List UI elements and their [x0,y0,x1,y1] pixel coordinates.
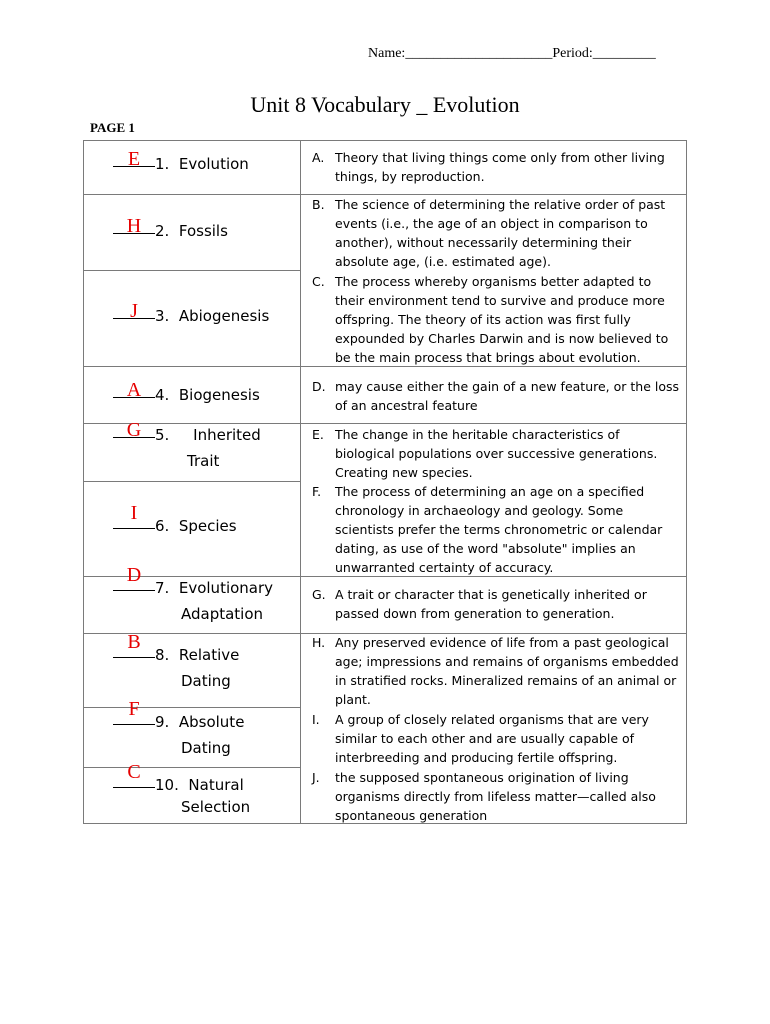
definition-item [312,195,682,271]
answer-letter: E [127,148,141,170]
answer-letter: F [128,698,140,720]
term-label: Relative [178,646,240,664]
row-divider [83,194,301,195]
definition-text: The science of determining the relative order of past events (i.e., the age of an object in comparison to another), without necessarily determining their absolute age, (i.e. estimated age). [335,197,666,269]
definition-item [312,633,682,709]
term-row [113,564,274,627]
definition-item [312,585,682,623]
definition-text: A group of closely related organisms that are very similar to each other and are usually capable of interbreeding and producing fertile offspring. [335,712,649,765]
answer-blank[interactable] [113,148,155,170]
answer-blank[interactable] [113,564,155,593]
definition-letter: E. [312,427,324,442]
page-label: PAGE 1 [90,120,135,135]
term-label: Abiogenesis [178,307,270,325]
definition-text: The process of determining an age on a specified chronology in archaeology and geology. Some scientists prefer the terms chronometric or calendar dating, as use of the word "absolute" implies an unwarranted certainty of accuracy. [335,484,663,575]
term-label-line2: Dating [181,672,231,690]
term-number: 7. [155,579,170,597]
answer-letter: A [126,379,142,401]
answer-letter: J [130,300,138,322]
answer-letter: C [127,761,141,783]
term-number: 5. [155,426,170,444]
term-row [113,300,270,329]
answer-blank[interactable] [113,698,155,727]
term-label: Evolutionary [178,579,274,597]
definition-item [312,768,682,825]
term-label-line2: Adaptation [181,605,264,623]
term-number: 9. [155,713,170,731]
answer-blank[interactable] [113,419,155,441]
term-number: 2. [155,222,170,240]
column-divider [300,140,301,824]
term-row [113,631,240,694]
term-number: 4. [155,386,170,404]
term-label: Species [178,517,237,535]
term-label: Biogenesis [178,386,260,404]
name-period-line: Name:_____________________Period:_________ [368,46,656,61]
term-label-line2: Dating [181,739,231,757]
definition-letter: C. [312,274,325,289]
answer-blank[interactable] [113,502,155,531]
definition-text: may cause either the gain of a new feature, or the loss of an ancestral feature [335,379,680,413]
answer-letter: G [126,419,142,441]
definition-text: the supposed spontaneous origination of living organisms directly from lifeless matter—called also spontaneous generation [335,770,656,823]
definition-text: Theory that living things come only from other living things, by reproduction. [335,150,665,184]
term-number: 6. [155,517,170,535]
definition-letter: A. [312,150,325,165]
definition-item [312,425,682,482]
term-label: Evolution [178,155,249,173]
answer-blank[interactable] [113,215,155,237]
term-label-line2: Selection [181,798,251,816]
term-label: Natural [188,776,244,794]
definition-letter: I. [312,712,320,727]
definition-letter: D. [312,379,326,394]
definition-item [312,482,682,577]
term-number: 10. [155,776,179,794]
definition-item [312,148,682,186]
row-divider [300,423,687,424]
answer-letter: I [130,502,138,524]
row-divider [83,270,301,271]
definition-text: The change in the heritable characteristics of biological populations over successive generations. Creating new species. [335,427,658,480]
term-row [113,761,251,818]
answer-letter: D [126,564,142,586]
answer-letter: B [127,631,141,653]
term-label: Fossils [178,222,228,240]
definition-letter: B. [312,197,325,212]
term-row [113,502,237,539]
definition-item [312,377,682,415]
definition-text: A trait or character that is genetically inherited or passed down from generation to generation. [335,587,647,621]
definition-text: Any preserved evidence of life from a past geological age; impressions and remains of organisms embedded in stratified rocks. Mineralized remains of an animal or plant. [335,635,679,707]
term-row [113,419,261,474]
page-title: Unit 8 Vocabulary _ Evolution [250,92,520,117]
term-number: 3. [155,307,170,325]
definition-letter: F. [312,484,322,499]
term-row [113,379,260,408]
definition-item [312,710,682,767]
answer-letter: H [126,215,142,237]
term-row [113,698,245,761]
definition-text: The process whereby organisms better adapted to their environment tend to survive and produce more offspring. The theory of its action was first fully expounded by Charles Darwin and is now believed to be the main process that brings about evolution. [335,274,669,365]
answer-blank[interactable] [113,631,155,660]
row-divider [83,481,301,482]
definition-letter: H. [312,635,326,650]
term-row [113,148,249,177]
definition-letter: J. [312,770,320,785]
answer-blank[interactable] [113,761,155,790]
row-divider [83,366,301,367]
term-row [113,215,228,244]
term-label-line2: Trait [187,452,220,470]
answer-blank[interactable] [113,300,155,322]
term-label: Inherited [193,426,261,444]
answer-blank[interactable] [113,379,155,401]
term-label: Absolute [178,713,245,731]
term-number: 8. [155,646,170,664]
term-number: 1. [155,155,170,173]
definition-item [312,272,682,367]
definition-letter: G. [312,587,326,602]
